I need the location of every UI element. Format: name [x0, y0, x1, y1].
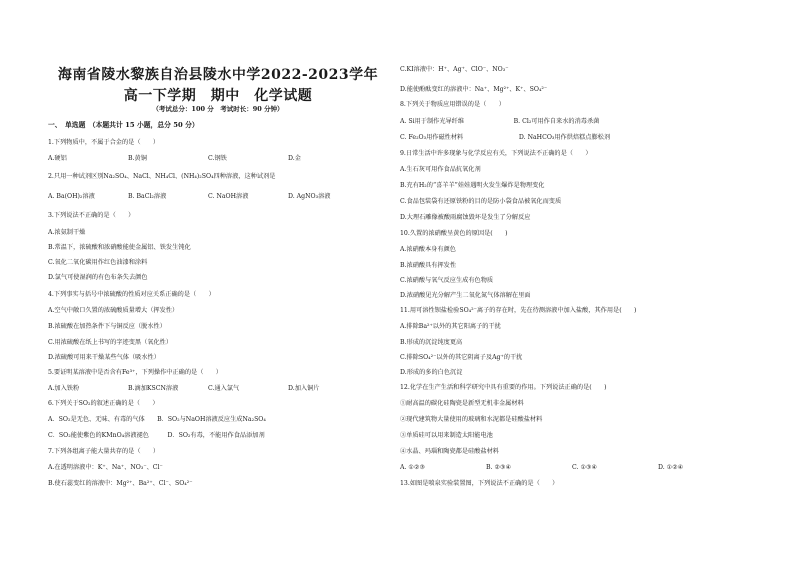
question-line: D.浓硫酸可用来干燥某些气体（吸水性）	[48, 354, 160, 361]
question-line: D.形成的多的白色沉淀	[400, 369, 463, 376]
option-text: C.钢铁	[208, 155, 227, 162]
question-line: A.生石灰可用作食品抗氧化剂	[400, 166, 481, 173]
question-line: A.浓硝酸本身有颜色	[400, 246, 456, 253]
question-line: A.排除Ba²⁺以外的其它阳离子的干扰	[400, 323, 501, 330]
option-text: C. ①③④	[572, 464, 598, 471]
option-text: D. ①②④	[658, 464, 684, 471]
option-row	[48, 193, 368, 201]
question-line: 8.下列关于物质应用错误的是（ ）	[400, 101, 505, 108]
question-line: B.使石蕊变红的溶液中：Mg²⁺、Ba²⁺、Cl⁻、SO₄²⁻	[48, 480, 193, 487]
question-line: A.空气中敞口久置的浓硫酸质量增大（挥发性）	[48, 307, 179, 314]
question-line: C.KI溶液中：H⁺、Ag⁺、ClO⁻、NO₃⁻	[400, 66, 509, 73]
question-line: B.浓硝酸具有挥发性	[400, 262, 457, 269]
option-text: A.加入铁粉	[48, 385, 80, 392]
exam-title-line2: 高一下学期 期中 化学试题	[123, 88, 313, 104]
question-line: 11.用可溶性钡盐检验SO₄²⁻离子的存在时，先在待测溶液中加入盐酸，其作用是( )	[400, 307, 637, 314]
question-line: C.用浓硫酸在纸上书写的字迹变黑（氧化性）	[48, 339, 173, 346]
question-line: A．SO₂是无色、无味、有毒的气体 B．SO₂与NaOH溶液反应生成Na₂SO₄	[48, 416, 266, 423]
question-line: ③单质硅可以用来制造太阳能电池	[400, 432, 493, 439]
option-row	[400, 464, 744, 472]
question-line: 6.下列关于SO₂的叙述正确的是（ ）	[48, 400, 159, 407]
question-line: C.浓硝酸与氧气反应生成有色物质	[400, 277, 494, 284]
question-line: 13.如图是喷泉实验装置图，下列说法不正确的是（ ）	[400, 480, 559, 487]
option-text: D. AgNO₃溶液	[288, 193, 331, 200]
question-line: 7.下列各组离子能大量共存的是（ ）	[48, 448, 160, 455]
question-line: B.常温下，浓硫酸和浓硝酸能使金属铝、铁发生钝化	[48, 244, 191, 251]
option-text: B. BaCl₂溶液	[128, 193, 167, 200]
question-line: ④水晶、玛瑙和陶瓷都是硅酸盐材料	[400, 448, 499, 455]
question-line: 1.下列物质中，不属于合金的是（ ）	[48, 139, 160, 146]
question-line: 12.化学在生产生活和科学研究中具有重要的作用。下列说法正确的是( )	[400, 384, 607, 391]
exam-info: （考试总分：100 分 考试时长：90 分钟）	[152, 105, 284, 113]
option-row	[48, 155, 368, 163]
option-text: B. ②③④	[486, 464, 512, 471]
question-line: 10.久置的浓硝酸呈黄色的原因是( )	[400, 230, 508, 237]
question-line: D.能使酚酞变红的溶液中：Na⁺、Mg²⁺、K⁺、SO₄²⁻	[400, 86, 548, 93]
question-line: C.食品包装袋有还原铁粉的目的是防小袋食品被氧化而变质	[400, 198, 562, 205]
section-heading: 一、 单选题 （本题共计 15 小题，总分 50 分）	[48, 121, 199, 129]
option-text: D.金	[288, 155, 301, 162]
question-line: ①耐高温的碳化硅陶瓷是新型无机非金属材料	[400, 400, 524, 407]
question-line: A. Si用于制作光导纤维 B. Cl₂可用作自来水的消毒杀菌	[400, 118, 600, 125]
question-line: 9.日常生活中许多现象与化学反应有关，下列说法不正确的是（ ）	[400, 150, 592, 157]
question-line: A.在透明溶液中：K⁺、Na⁺、NO₃⁻、Cl⁻	[48, 464, 163, 471]
question-line: 2.只用一种试剂区别Na₂SO₄、NaCl、NH₄Cl、(NH₄)₂SO₄四种溶液，这种试剂是	[48, 173, 276, 180]
question-line: C.氧化二氧化碳用作红色油漆和涂料	[48, 259, 148, 266]
question-line: C.排除SO₄²⁻以外的其它阴离子及Ag⁺的干扰	[400, 354, 523, 361]
exam-title-line1: 海南省陵水黎族自治县陵水中学2022-2023学年	[57, 67, 379, 83]
option-text: D.加入铜片	[288, 385, 320, 392]
question-line: B.充有H₂的“喜羊羊”娃娃遇明火发生爆炸是物理变化	[400, 182, 545, 189]
question-line: D.氯气可使湿润的有色布条失去颜色	[48, 274, 148, 281]
option-text: B.滴加KSCN溶液	[128, 385, 179, 392]
question-line: ②现代建筑物大量使用的玻璃和水泥都是硅酸盐材料	[400, 416, 543, 423]
option-row	[48, 385, 368, 393]
question-line: C. Fe₂O₃用作磁性材料 D. NaHCO₃用作烘焙糕点膨松剂	[400, 134, 611, 141]
question-line: 4.下列事实与括号中浓硫酸的性质对应关系正确的是（ ）	[48, 291, 215, 298]
option-text: B.黄铜	[128, 155, 147, 162]
option-text: A.硬铝	[48, 155, 67, 162]
question-line: D.大理石雕像被酸雨腐蚀毁坏是发生了分解反应	[400, 214, 531, 221]
option-text: C.通入氯气	[208, 385, 240, 392]
question-line: B.浓硫酸在加热条件下与铜反应（脱水性）	[48, 323, 166, 330]
option-text: A. ①②③	[400, 464, 426, 471]
question-line: 3.下列说法不正确的是（ ）	[48, 212, 135, 219]
question-line: A.浓氨制干燥	[48, 229, 86, 236]
question-line: B.形成的沉淀纯度更高	[400, 339, 463, 346]
question-line: 5.要证明某溶液中是否含有Fe³⁺，下列操作中正确的是（ ）	[48, 369, 222, 376]
question-line: D.浓硝酸见光分解产生二氧化氮气体溶解在里面	[400, 292, 531, 299]
option-text: A. Ba(OH)₂溶液	[48, 193, 95, 200]
question-line: C．SO₂能使紫色的KMnO₄溶液褪色 D．SO₂有毒，不能用作食品添加剂	[48, 432, 265, 439]
option-text: C. NaOH溶液	[208, 193, 249, 200]
